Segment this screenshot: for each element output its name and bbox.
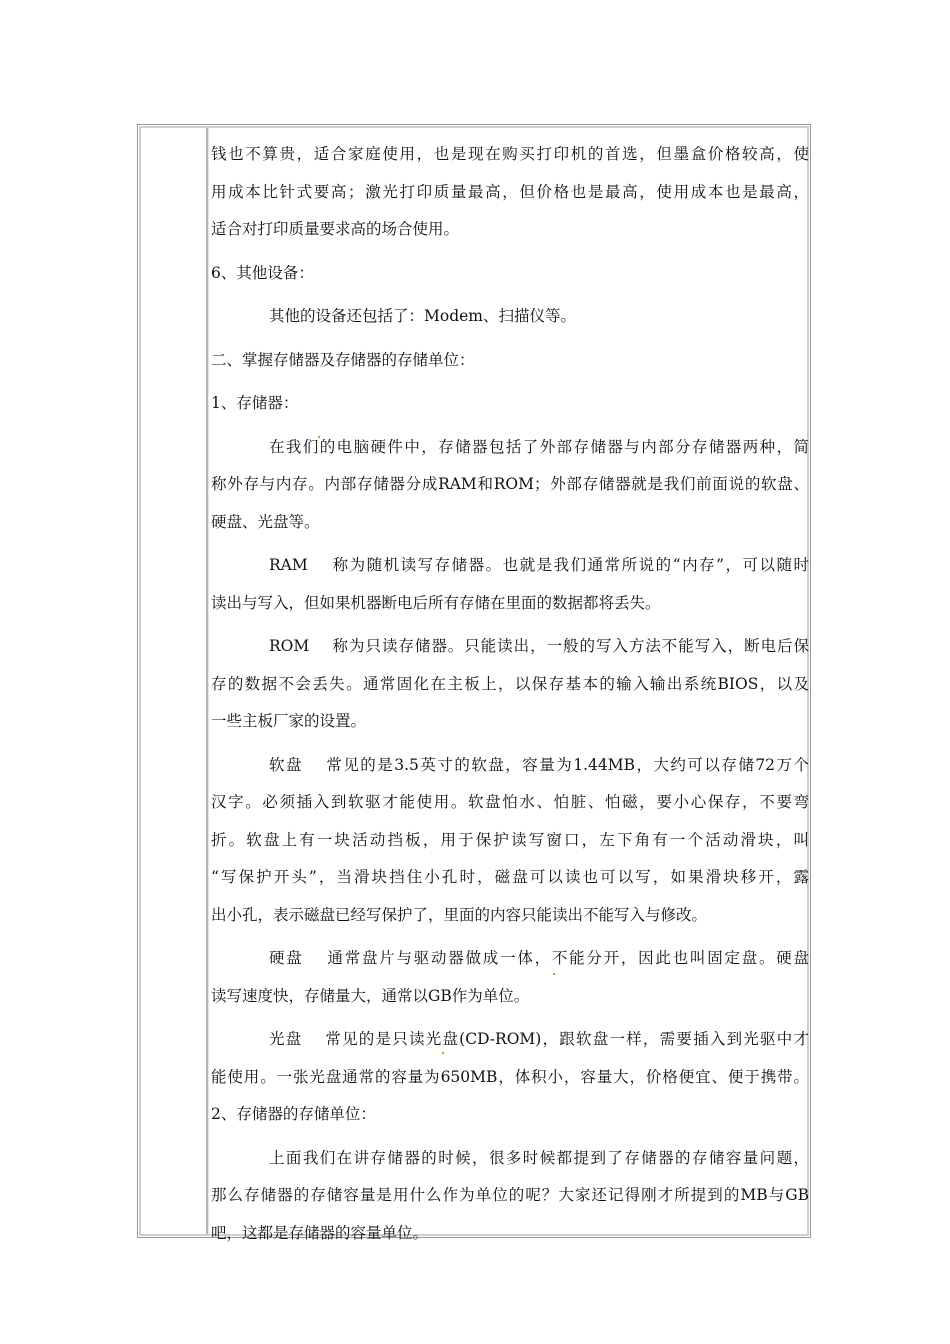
text-line: 光盘 常见的是只读光盘(CD-ROM)，跟软盘一样，需要插入到光驱中才 [269,1030,809,1048]
text-line: 称外存与内存。内部存储器分成RAM和ROM；外部存储器就是我们前面说的软盘、 [211,475,809,493]
section-heading: 二、掌握存储器及存储器的存储单位： [211,350,475,369]
document-body [211,136,809,1252]
text-line: 存的数据不会丢失。通常固化在主板上，以保存基本的输入输出系统BIOS，以及 [211,674,809,693]
decorative-dot [442,1052,444,1054]
text-line: 适合对打印质量要求高的场合使用。 [211,220,460,238]
text-line: 其他的设备还包括了：Modem、扫描仪等。 [269,307,576,325]
column-divider [206,128,208,1234]
section-heading: 2、存储器的存储单位： [211,1105,376,1123]
text-line: RAM 称为随机读写存储器。也就是我们通常所说的“内存”，可以随时 [269,556,809,574]
text-line: 那么存储器的存储容量是用什么作为单位的呢？大家还记得刚才所提到的MB与GB [211,1186,809,1204]
text-line: ROM 称为只读存储器。只能读出，一般的写入方法不能写入，断电后保 [269,637,809,655]
text-line: “写保护开头”，当滑块挡住小孔时，磁盘可以读也可以写，如果滑块移开，露 [211,868,809,886]
text-line: 读出与写入，但如果机器断电后所有存储在里面的数据都将丢失。 [211,593,661,612]
text-line: 上面我们在讲存储器的时候，很多时候都提到了存储器的存储容量问题， [269,1148,809,1167]
text-line: 能使用。一张光盘通常的容量为650MB，体积小，容量大，价格便宜、便于携带。 [211,1067,809,1086]
text-line: 在我们的电脑硬件中，存储器包括了外部存储器与内部分存储器两种，简 [269,437,809,456]
text-line: 用成本比针式要高；激光打印质量最高，但价格也是最高，使用成本也是最高， [211,182,809,201]
text-line: 一些主板厂家的设置。 [211,712,367,730]
text-line: 吧，这都是存储器的容量单位。 [211,1223,429,1242]
text-line: 钱也不算贵，适合家庭使用，也是现在购买打印机的首选，但墨盒价格较高，使 [211,145,809,163]
text-line: 硬盘 通常盘片与驱动器做成一体，不能分开，因此也叫固定盘。硬盘 [269,949,809,967]
text-line: 读写速度快，存储量大，通常以GB作为单位。 [211,986,530,1005]
decorative-dot [553,973,555,975]
section-heading: 1、存储器： [211,394,299,412]
section-heading: 6、其他设备： [211,263,314,282]
text-line: 硬盘、光盘等。 [211,512,320,531]
decorative-dot [318,436,320,438]
text-line: 汉字。必须插入到软驱才能使用。软盘怕水、怕脏、怕磁，要小心保存，不要弯 [211,793,809,811]
text-line: 折。软盘上有一块活动挡板，用于保护读写窗口，左下角有一个活动滑块，叫 [211,830,809,849]
text-line: 软盘 常见的是3.5英寸的软盘，容量为1.44MB，大约可以存储72万个 [269,755,809,774]
text-line: 出小孔，表示磁盘已经写保护了，里面的内容只能读出不能写入与修改。 [211,905,708,924]
